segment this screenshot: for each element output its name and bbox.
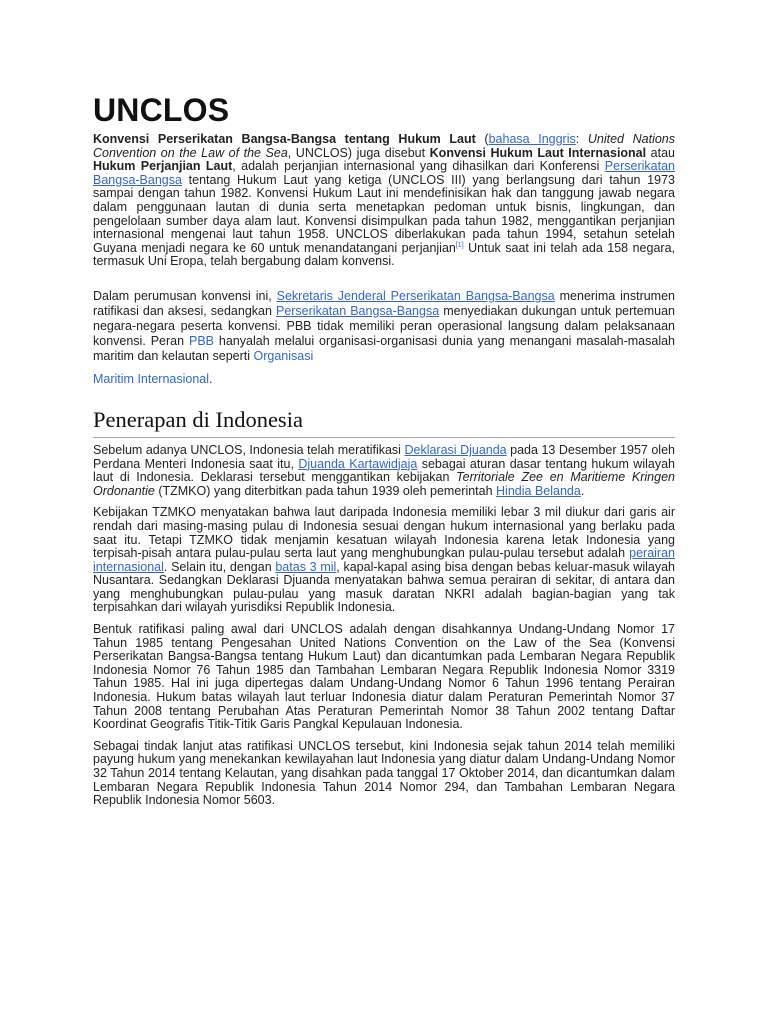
- link-organisasi[interactable]: Organisasi: [253, 348, 314, 363]
- link-pbb[interactable]: PBB: [188, 333, 214, 348]
- bold-term: Konvensi Perserikatan Bangsa-Bangsa tentang Hukum Laut: [93, 132, 476, 146]
- bold-term: Hukum Perjanjian Laut: [93, 159, 233, 174]
- section-paragraph-2: Kebijakan TZMKO menyatakan bahwa laut daripada Indonesia memiliki lebar 3 mil diukur dari garis air rendah dari masing-masing pulau di Indonesia sesuai dengan hukum internasional yang berlaku pada saat itu. Tetapi TZMKO tidak menjamin kesatuan wilayah Indonesia karena letak Indonesia yang terpisah-pisah antara pulau-pulau serta laut yang menghubungkan pulau-pulau tersebut adalah perairan internasional. Selain itu, dengan batas 3 mil, kapal-kapal asing bisa dengan bebas keluar-masuk wilayah Nusantara. Sedangkan Deklarasi Djuanda menyatakan bahwa semua perairan di sekitar, di antara dan yang menghubungkan pulau-pulau yang masuk daratan NKRI adalah bagian-bagian yang tak terpisahkan dari wilayah yurisdiksi Republik Indonesia.: [93, 505, 675, 615]
- article-body: [93, 92, 675, 816]
- intro-paragraph: Konvensi Perserikatan Bangsa-Bangsa tentang Hukum Laut (bahasa Inggris: United Nations Convention on the Law of the Sea, UNCLOS) juga disebut Konvensi Hukum Laut Internasional atau Hukum Perjanjian Laut, adalah perjanjian internasional yang dihasilkan dari Konferensi Perserikatan Bangsa-Bangsa tentang Hukum Laut yang ketiga (UNCLOS III) yang berlangsung dari tahun 1973 sampai dengan tahun 1982. Konvensi Hukum Laut ini mendefinisikan hak dan tanggung jawab negara dalam penggunaan lautan di dunia serta menetapkan pedoman untuk bisnis, lingkungan, dan pengelolaan sumber daya alam laut. Konvensi disimpulkan pada tahun 1982, menggantikan perjanjian internasional mengenai laut tahun 1958. UNCLOS diberlakukan pada tahun 1994, setahun setelah Guyana menjadi negara ke 60 untuk menandatangani perjanjian[1] Untuk saat ini telah ada 158 negara, termasuk Uni Eropa, telah bergabung dalam konvensi.: [93, 132, 676, 269]
- bold-term: Konvensi Hukum Laut Internasional: [429, 145, 647, 160]
- reference-link[interactable]: [1]: [455, 241, 464, 249]
- section-paragraph-3: Bentuk ratifikasi paling awal dari UNCLOS adalah dengan disahkannya Undang-Undang Nomor 17 Tahun 1985 tentang Pengesahan United Nations Convention on the Law of the Sea (Konvensi Perserikatan Bangsa-Bangsa tentang Hukum Laut) dan dicantumkan pada Lembaran Negara Republik Indonesia Nomor 76 Tahun 1985 dan Tambahan Lembaran Negara Republik Indonesia Nomor 3319 Tahun 1985. Hal ini juga dipertegas dalam Undang-Undang Nomor 6 Tahun 1996 tentang Perairan Indonesia. Hukum batas wilayah laut terluar Indonesia diatur dalam Peraturan Pemerintah Nomor 37 Tahun 2008 tentang Perubahan Atas Peraturan Pemerintah Nomor 38 Tahun 2002 tentang Daftar Koordinat Geografis Titik-Titik Garis Pangkal Kepulauan Indonesia.: [93, 622, 675, 732]
- page-title: UNCLOS: [93, 92, 230, 128]
- link-perserikatan-bangsa-bangsa[interactable]: Perserikatan Bangsa-Bangsa: [275, 303, 440, 318]
- link-djuanda-kartawidjaja[interactable]: Djuanda Kartawidjaja: [298, 456, 418, 471]
- link-bahasa-inggris[interactable]: bahasa Inggris: [488, 132, 576, 146]
- link-batas-3-mil[interactable]: batas 3 mil: [275, 559, 337, 574]
- section-body: [93, 444, 675, 808]
- section-paragraph-4: Sebagai tindak lanjut atas ratifikasi UNCLOS tersebut, kini Indonesia sejak tahun 2014 telah memiliki payung hukum yang menekankan kewilayahan laut Indonesia yang diatur dalam Undang-Undang Nomor 32 Tahun 2014 tentang Kelautan, yang disahkan pada tanggal 17 Oktober 2014, dan dicantumkan dalam Lembaran Negara Republik Indonesia Tahun 2014 Nomor 294, dan Tambahan Lembaran Negara Republik Indonesia Nomor 5603.: [93, 738, 675, 808]
- italic-term: United Nations Convention on the Law of the Sea: [93, 132, 675, 160]
- link-perserikatan-bangsa-bangsa[interactable]: Perserikatan Bangsa-Bangsa: [93, 159, 675, 187]
- link-sekretaris-jenderal[interactable]: Sekretaris Jenderal Perserikatan Bangsa-Bangsa: [276, 288, 555, 303]
- italic-term: Territoriale Zee en Maritieme Kringen Ordonantie: [93, 470, 675, 498]
- section-paragraph-1: Sebelum adanya UNCLOS, Indonesia telah meratifikasi Deklarasi Djuanda pada 13 Desember 1957 oleh Perdana Menteri Indonesia saat itu, Djuanda Kartawidjaja sebagai aturan dasar tentang hukum wilayah laut di Indonesia. Deklarasi tersebut menggantikan kebijakan Territoriale Zee en Maritieme Kringen Ordonantie (TZMKO) yang diterbitkan pada tahun 1939 oleh pemerintah Hindia Belanda.: [93, 442, 675, 498]
- link-hindia-belanda[interactable]: Hindia Belanda: [496, 483, 581, 498]
- link-maritim-internasional[interactable]: Maritim Internasional: [93, 371, 210, 386]
- section-heading: Penerapan di Indonesia: [93, 407, 675, 438]
- link-deklarasi-djuanda[interactable]: Deklarasi Djuanda: [404, 442, 507, 457]
- link-perairan-internasional[interactable]: perairan internasional: [93, 546, 675, 574]
- un-role-paragraph: Dalam perumusan konvensi ini, Sekretaris Jenderal Perserikatan Bangsa-Bangsa menerima instrumen ratifikasi dan aksesi, sedangkan Perserikatan Bangsa-Bangsa menyediakan dukungan untuk pertemuan negara-negara peserta konvensi. PBB tidak memiliki peran operasional langsung dalam pelaksanaan konvensi. Peran PBB hanyalah melalui organisasi-organisasi dunia yang menangani masalah-masalah maritim dan kelautan seperti Organisasi Maritim Internasional.: [93, 288, 676, 386]
